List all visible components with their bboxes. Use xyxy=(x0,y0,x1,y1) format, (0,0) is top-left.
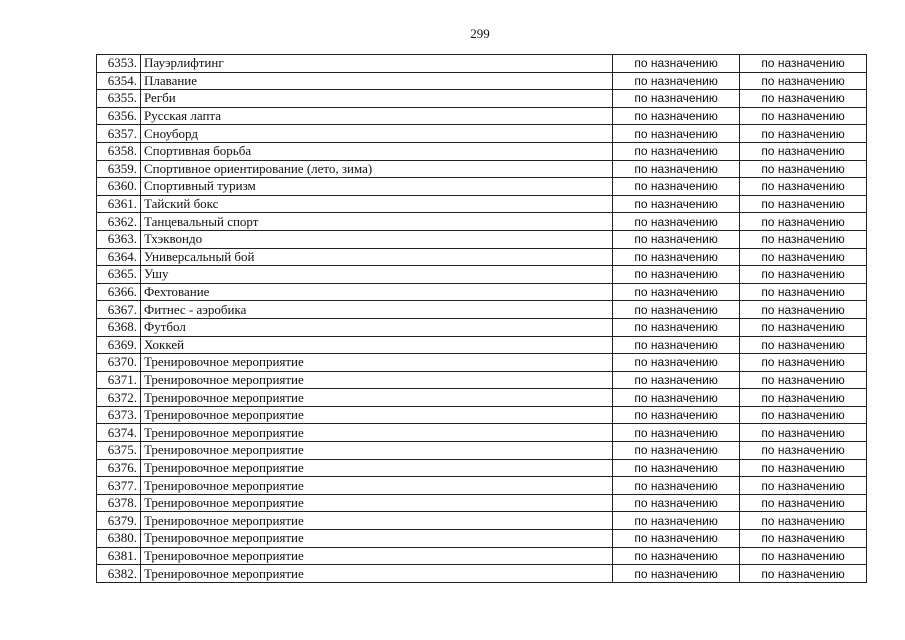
row-col2-cell: по назначению xyxy=(740,477,867,495)
table-row xyxy=(97,512,867,530)
table-row xyxy=(97,459,867,477)
row-name-cell: Тренировочное мероприятие xyxy=(140,547,612,565)
row-col2-cell: по назначению xyxy=(740,459,867,477)
row-number-cell: 6364. xyxy=(97,248,141,266)
table-row xyxy=(97,266,867,284)
row-name-cell: Тренировочное мероприятие xyxy=(140,442,612,460)
row-name-cell: Русская лапта xyxy=(140,107,612,125)
row-number-cell: 6381. xyxy=(97,547,141,565)
row-col2-cell: по назначению xyxy=(740,512,867,530)
row-col1-cell: по назначению xyxy=(613,55,740,73)
row-col1-cell: по назначению xyxy=(613,530,740,548)
row-col2-cell: по назначению xyxy=(740,55,867,73)
row-col1-cell: по назначению xyxy=(613,107,740,125)
row-number-cell: 6368. xyxy=(97,318,141,336)
row-number-cell: 6359. xyxy=(97,160,141,178)
table-row xyxy=(97,283,867,301)
row-name-cell: Тренировочное мероприятие xyxy=(140,459,612,477)
row-col2-cell: по назначению xyxy=(740,301,867,319)
row-col2-cell: по назначению xyxy=(740,424,867,442)
row-name-cell: Регби xyxy=(140,90,612,108)
row-name-cell: Тренировочное мероприятие xyxy=(140,530,612,548)
document-table xyxy=(96,54,867,583)
row-col1-cell: по назначению xyxy=(613,90,740,108)
row-col1-cell: по назначению xyxy=(613,459,740,477)
table-row xyxy=(97,318,867,336)
row-name-cell: Тренировочное мероприятие xyxy=(140,424,612,442)
row-col1-cell: по назначению xyxy=(613,371,740,389)
table-row xyxy=(97,72,867,90)
row-name-cell: Тренировочное мероприятие xyxy=(140,512,612,530)
row-col1-cell: по назначению xyxy=(613,477,740,495)
row-col1-cell: по назначению xyxy=(613,336,740,354)
table-row xyxy=(97,424,867,442)
row-col1-cell: по назначению xyxy=(613,195,740,213)
table-row xyxy=(97,301,867,319)
row-col1-cell: по назначению xyxy=(613,389,740,407)
table-row xyxy=(97,125,867,143)
row-col2-cell: по назначению xyxy=(740,406,867,424)
table-row xyxy=(97,55,867,73)
table-body xyxy=(97,55,867,583)
row-col1-cell: по назначению xyxy=(613,213,740,231)
row-col1-cell: по назначению xyxy=(613,494,740,512)
row-name-cell: Тренировочное мероприятие xyxy=(140,371,612,389)
row-name-cell: Сноуборд xyxy=(140,125,612,143)
row-number-cell: 6360. xyxy=(97,178,141,196)
row-col2-cell: по назначению xyxy=(740,266,867,284)
page-number: 299 xyxy=(470,26,490,41)
row-col1-cell: по назначению xyxy=(613,142,740,160)
row-name-cell: Пауэрлифтинг xyxy=(140,55,612,73)
table-row xyxy=(97,442,867,460)
row-number-cell: 6362. xyxy=(97,213,141,231)
table-row xyxy=(97,354,867,372)
row-number-cell: 6353. xyxy=(97,55,141,73)
row-number-cell: 6370. xyxy=(97,354,141,372)
row-number-cell: 6378. xyxy=(97,494,141,512)
row-number-cell: 6369. xyxy=(97,336,141,354)
row-number-cell: 6375. xyxy=(97,442,141,460)
row-col2-cell: по назначению xyxy=(740,442,867,460)
row-col2-cell: по назначению xyxy=(740,336,867,354)
row-name-cell: Плавание xyxy=(140,72,612,90)
table-row xyxy=(97,195,867,213)
row-name-cell: Танцевальный спорт xyxy=(140,213,612,231)
row-name-cell: Фитнес - аэробика xyxy=(140,301,612,319)
table-row xyxy=(97,530,867,548)
table-row xyxy=(97,248,867,266)
row-number-cell: 6379. xyxy=(97,512,141,530)
row-number-cell: 6376. xyxy=(97,459,141,477)
row-name-cell: Тренировочное мероприятие xyxy=(140,389,612,407)
row-name-cell: Тренировочное мероприятие xyxy=(140,354,612,372)
row-number-cell: 6382. xyxy=(97,565,141,583)
row-number-cell: 6367. xyxy=(97,301,141,319)
table-row xyxy=(97,565,867,583)
row-number-cell: 6356. xyxy=(97,107,141,125)
row-number-cell: 6358. xyxy=(97,142,141,160)
row-col2-cell: по назначению xyxy=(740,178,867,196)
row-name-cell: Хоккей xyxy=(140,336,612,354)
row-name-cell: Тайский бокс xyxy=(140,195,612,213)
row-col1-cell: по назначению xyxy=(613,301,740,319)
row-number-cell: 6374. xyxy=(97,424,141,442)
row-name-cell: Спортивная борьба xyxy=(140,142,612,160)
row-col2-cell: по назначению xyxy=(740,530,867,548)
row-col2-cell: по назначению xyxy=(740,371,867,389)
row-number-cell: 6365. xyxy=(97,266,141,284)
table-row xyxy=(97,547,867,565)
row-col1-cell: по назначению xyxy=(613,512,740,530)
row-col2-cell: по назначению xyxy=(740,142,867,160)
table-row xyxy=(97,389,867,407)
row-col1-cell: по назначению xyxy=(613,424,740,442)
table-row xyxy=(97,107,867,125)
row-number-cell: 6355. xyxy=(97,90,141,108)
table-row xyxy=(97,142,867,160)
row-col2-cell: по назначению xyxy=(740,90,867,108)
row-col1-cell: по назначению xyxy=(613,178,740,196)
row-col2-cell: по назначению xyxy=(740,248,867,266)
row-name-cell: Тренировочное мероприятие xyxy=(140,494,612,512)
row-col2-cell: по назначению xyxy=(740,318,867,336)
table-row xyxy=(97,477,867,495)
row-number-cell: 6366. xyxy=(97,283,141,301)
row-name-cell: Спортивное ориентирование (лето, зима) xyxy=(140,160,612,178)
row-name-cell: Спортивный туризм xyxy=(140,178,612,196)
table-row xyxy=(97,406,867,424)
table-row xyxy=(97,178,867,196)
row-col1-cell: по назначению xyxy=(613,72,740,90)
row-col2-cell: по назначению xyxy=(740,494,867,512)
row-number-cell: 6371. xyxy=(97,371,141,389)
row-name-cell: Футбол xyxy=(140,318,612,336)
row-col1-cell: по назначению xyxy=(613,565,740,583)
row-col2-cell: по назначению xyxy=(740,213,867,231)
row-col2-cell: по назначению xyxy=(740,283,867,301)
row-col2-cell: по назначению xyxy=(740,125,867,143)
row-number-cell: 6373. xyxy=(97,406,141,424)
row-col1-cell: по назначению xyxy=(613,318,740,336)
table-row xyxy=(97,90,867,108)
row-col1-cell: по назначению xyxy=(613,248,740,266)
row-col1-cell: по назначению xyxy=(613,406,740,424)
row-col2-cell: по назначению xyxy=(740,547,867,565)
row-col1-cell: по назначению xyxy=(613,547,740,565)
row-col2-cell: по назначению xyxy=(740,389,867,407)
row-number-cell: 6354. xyxy=(97,72,141,90)
row-col1-cell: по назначению xyxy=(613,230,740,248)
table-row xyxy=(97,371,867,389)
row-col2-cell: по назначению xyxy=(740,195,867,213)
table-row xyxy=(97,230,867,248)
row-col2-cell: по назначению xyxy=(740,72,867,90)
row-number-cell: 6377. xyxy=(97,477,141,495)
row-name-cell: Тренировочное мероприятие xyxy=(140,565,612,583)
row-col2-cell: по назначению xyxy=(740,230,867,248)
row-name-cell: Ушу xyxy=(140,266,612,284)
row-col1-cell: по назначению xyxy=(613,125,740,143)
row-name-cell: Тхэквондо xyxy=(140,230,612,248)
row-col1-cell: по назначению xyxy=(613,160,740,178)
row-col1-cell: по назначению xyxy=(613,283,740,301)
row-col2-cell: по назначению xyxy=(740,107,867,125)
row-col1-cell: по назначению xyxy=(613,442,740,460)
row-col2-cell: по назначению xyxy=(740,160,867,178)
row-number-cell: 6361. xyxy=(97,195,141,213)
row-col2-cell: по назначению xyxy=(740,565,867,583)
row-number-cell: 6363. xyxy=(97,230,141,248)
table-row xyxy=(97,213,867,231)
row-number-cell: 6357. xyxy=(97,125,141,143)
row-number-cell: 6380. xyxy=(97,530,141,548)
table-row xyxy=(97,336,867,354)
row-col2-cell: по назначению xyxy=(740,354,867,372)
row-col1-cell: по назначению xyxy=(613,266,740,284)
row-col1-cell: по назначению xyxy=(613,354,740,372)
row-name-cell: Тренировочное мероприятие xyxy=(140,477,612,495)
row-number-cell: 6372. xyxy=(97,389,141,407)
table-row xyxy=(97,494,867,512)
table-row xyxy=(97,160,867,178)
row-name-cell: Фехтование xyxy=(140,283,612,301)
row-name-cell: Универсальный бой xyxy=(140,248,612,266)
row-name-cell: Тренировочное мероприятие xyxy=(140,406,612,424)
